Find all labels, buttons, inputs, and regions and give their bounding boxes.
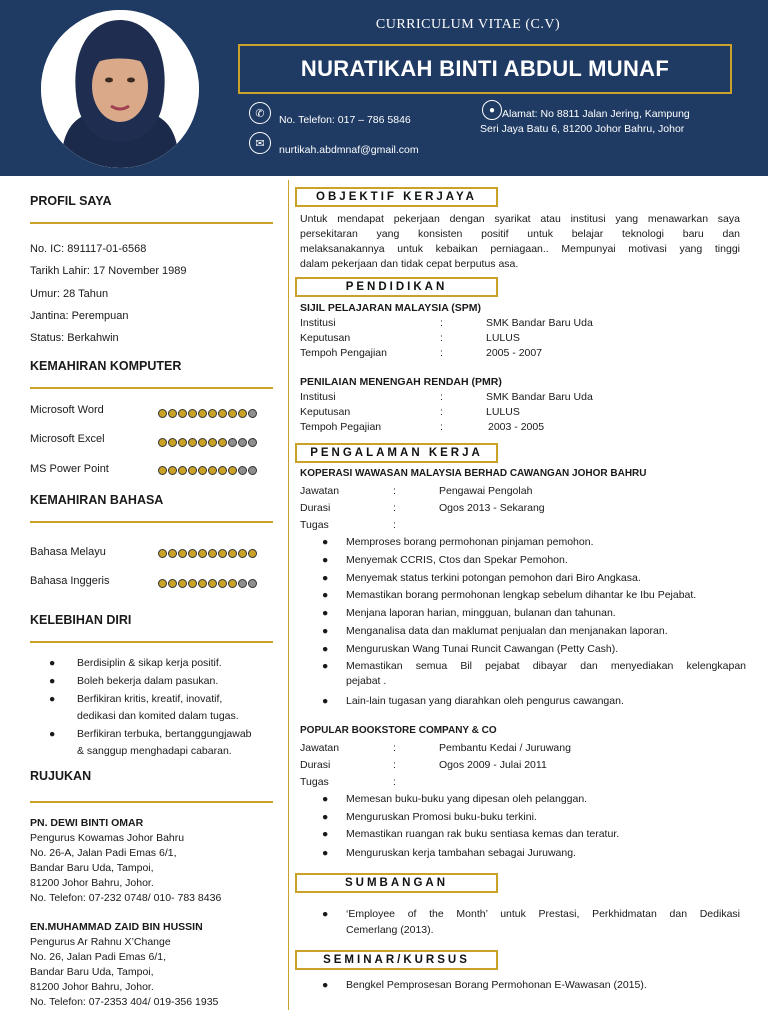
field-separator: : [393,485,396,497]
bullet-icon: ● [322,554,329,566]
job-field-label: Jawatan [300,742,340,754]
rujukan-line: No. Telefon: 07-232 0748/ 010- 783 8436 [30,892,222,904]
sumbangan-bullet: ● [322,908,329,920]
kelebihan-divider [30,641,273,643]
rujukan-line: Pengurus Ar Rahnu X’Change [30,936,171,948]
objektif-line: Untuk mendapat pekerjaan dengan syarikat atau institusi yang menawarkan saya [300,213,740,225]
job-task-item [322,642,746,657]
bullet-icon: ● [49,693,56,705]
profil-item: Status: Berkahwin [30,332,119,344]
pendidikan-field-label: Keputusan [300,332,351,344]
seminar-bullet: ● [322,979,329,991]
sumbangan-heading: SUMBANGAN [295,873,498,893]
bullet-icon: ● [322,536,329,548]
bullet-icon: ● [322,589,329,601]
skill-dot-filled [158,549,167,558]
kelebihan-heading: KELEBIHAN DIRI [30,613,132,627]
kelebihan-line: dedikasi dan komited dalam tugas. [77,710,239,722]
skill-dot-filled [238,549,247,558]
email-icon: ✉ [249,132,271,154]
pendidikan-field-value: LULUS [486,406,520,418]
skill-dot-filled [168,579,177,588]
skill-dot-filled [218,549,227,558]
skill-dot-filled [218,466,227,475]
pendidikan-title: SIJIL PELAJARAN MALAYSIA (SPM) [300,302,482,314]
header-banner [0,0,768,176]
komputer-divider [30,387,273,389]
job-task-item [322,659,746,689]
bullet-icon: ● [49,657,56,669]
bullet-icon: ● [322,811,329,823]
skill-dot-filled [208,466,217,475]
pendidikan-field-value: SMK Bandar Baru Uda [486,391,593,403]
skill-dot-filled [198,466,207,475]
job-task-item [322,846,746,861]
column-divider [288,180,289,1010]
pendidikan-field-value: LULUS [486,332,520,344]
skill-dot-filled [178,438,187,447]
email-address: nurtikah.abdmnaf@gmail.com [279,144,419,156]
rujukan-line: No. 26-A, Jalan Padi Emas 6/1, [30,847,177,859]
skill-label: Microsoft Excel [30,433,105,445]
skill-dot-filled [158,438,167,447]
skill-dot-filled [188,579,197,588]
skill-dot-filled [198,579,207,588]
job-task-line: Menjana laporan harian, mingguan, bulanan dan tahunan. [346,607,616,619]
skill-dot-filled [218,579,227,588]
field-separator: : [440,421,443,433]
job-field-label: Durasi [300,759,331,771]
skill-dot-filled [158,466,167,475]
skill-dot-filled [178,549,187,558]
pengalaman-heading: PENGALAMAN KERJA [295,443,498,463]
komputer-heading: KEMAHIRAN KOMPUTER [30,359,182,373]
job-task-line: Menguruskan Wang Tunai Runcit Cawangan (Petty Cash). [346,643,619,655]
skill-label: Bahasa Melayu [30,546,106,558]
skill-dot-filled [228,466,237,475]
bahasa-divider [30,521,273,523]
job-field-value: Ogos 2009 - Julai 2011 [439,759,547,771]
address-line-2: Seri Jaya Batu 6, 81200 Johor Bahru, Johor [480,123,685,135]
field-separator: : [393,502,396,514]
job-task-line: Menguruskan kerja tambahan sebagai Juruwang. [346,847,576,859]
skill-level-dots [158,579,257,588]
pendidikan-field-label: Tempoh Pengajian [300,347,387,359]
kelebihan-line: Berfikiran kritis, kreatif, inovatif, [77,693,223,705]
objektif-line: dalam pekerjaan dan tidak cepat berputus asa. [300,258,519,270]
job-task-line: Menyemak CCRIS, Ctos dan Spekar Pemohon. [346,554,568,566]
skill-dot-filled [208,409,217,418]
job-task-line: Menganalisa data dan maklumat penjualan dan menjanakan laporan. [346,625,668,637]
rujukan-heading: RUJUKAN [30,769,92,783]
skill-dot-filled [218,438,227,447]
rujukan-line: No. Telefon: 07-2353 404/ 019-356 1935 [30,996,219,1008]
skill-dot-filled [188,438,197,447]
kelebihan-line: Berdisiplin & sikap kerja positif. [77,657,222,669]
rujukan-line: Pengurus Kowamas Johor Bahru [30,832,185,844]
job-task-line: Lain-lain tugasan yang diarahkan oleh pengurus cawangan. [346,695,624,707]
field-separator: : [393,759,396,771]
bullet-icon: ● [322,625,329,637]
location-pin-icon: ● [482,100,502,120]
profil-divider [30,222,273,224]
pendidikan-field-value: 2005 - 2007 [486,347,543,359]
skill-level-dots [158,438,257,447]
skill-dot-filled [248,549,257,558]
profil-item: Tarikh Lahir: 17 November 1989 [30,265,187,277]
rujukan-name: PN. DEWI BINTI OMAR [30,817,144,829]
sumbangan-line-2: Cemerlang (2013). [346,924,434,936]
skill-dot-filled [228,579,237,588]
skill-dot-filled [198,409,207,418]
pendidikan-field-label: Keputusan [300,406,351,418]
objektif-line: melaksanakannya untuk kebaikan perniagaan.. Mempunyai motivasi yang tinggi [300,243,740,255]
skill-dot-empty [238,438,247,447]
job-field-label: Durasi [300,502,331,514]
skill-dot-filled [168,438,177,447]
skill-dot-filled [198,549,207,558]
bullet-icon: ● [322,643,329,655]
kelebihan-item [49,726,287,760]
job-task-line: Menyemak status terkini potongan pemohon dari Biro Angkasa. [346,572,641,584]
skill-dot-filled [208,579,217,588]
job-task-line: Memproses borang permohonan pinjaman pemohon. [346,536,594,548]
full-name: NURATIKAH BINTI ABDUL MUNAF [300,56,670,81]
skill-dot-filled [218,409,227,418]
profil-heading: PROFIL SAYA [30,194,112,208]
field-separator: : [440,406,443,418]
cv-title: CURRICULUM VITAE (C.V) [375,17,561,32]
skill-dot-empty [228,438,237,447]
skill-dot-empty [238,466,247,475]
job-field-label: Tugas [300,776,329,788]
bullet-icon: ● [322,828,329,840]
job-task-line: Memastikan ruangan rak buku sentiasa kemas dan teratur. [346,828,620,840]
skill-dot-filled [208,438,217,447]
job-task-item [322,553,746,568]
objektif-line: persekitaran yang konsisten positif untuk belajar teknologi baru dan [300,228,740,240]
bullet-icon: ● [322,695,329,707]
skill-dot-empty [248,409,257,418]
skill-dot-filled [178,409,187,418]
skill-label: MS Power Point [30,463,109,475]
job-field-value: Pembantu Kedai / Juruwang [439,742,571,754]
profil-item: No. IC: 891117-01-6568 [30,243,147,255]
rujukan-line: Bandar Baru Uda, Tampoi, [30,862,154,874]
kelebihan-item [49,673,287,690]
skill-level-dots [158,549,257,558]
sumbangan-line-1: ‘Employee of the Month’ untuk Prestasi, Perkhidmatan dan Dedikasi [346,908,740,920]
name-box [238,44,732,94]
job-task-item [322,694,746,709]
field-separator: : [440,317,443,329]
bullet-icon: ● [322,793,329,805]
skill-dot-filled [178,579,187,588]
bullet-icon: ● [322,847,329,859]
phone-number: No. Telefon: 017 – 786 5846 [279,114,411,126]
job-task-item [322,571,746,586]
job-task-item [322,588,746,603]
skill-dot-filled [168,466,177,475]
pendidikan-field-value: 2003 - 2005 [488,421,545,433]
rujukan-line: Bandar Baru Uda, Tampoi, [30,966,154,978]
skill-dot-filled [238,409,247,418]
pendidikan-heading: PENDIDIKAN [295,277,498,297]
skill-dot-filled [158,409,167,418]
profil-item: Jantina: Perempuan [30,310,129,322]
skill-level-dots [158,466,257,475]
bullet-icon: ● [322,572,329,584]
skill-dot-filled [178,466,187,475]
skill-dot-empty [248,579,257,588]
rujukan-line: 81200 Johor Bahru, Johor. [30,877,154,889]
skill-dot-filled [158,579,167,588]
rujukan-name: EN.MUHAMMAD ZAID BIN HUSSIN [30,921,203,933]
kelebihan-line: & sanggup menghadapi cabaran. [77,745,232,757]
skill-dot-empty [238,579,247,588]
job-field-value: Ogos 2013 - Sekarang [439,502,545,514]
field-separator: : [440,347,443,359]
kelebihan-line: Berfikiran terbuka, bertanggungjawab [77,728,252,740]
skill-dot-filled [208,549,217,558]
job-task-item [322,810,746,825]
field-separator: : [393,519,396,531]
seminar-heading: SEMINAR/KURSUS [295,950,498,970]
pendidikan-field-value: SMK Bandar Baru Uda [486,317,593,329]
job-task-item [322,624,746,639]
skill-dot-filled [228,409,237,418]
skill-dot-filled [188,466,197,475]
field-separator: : [440,332,443,344]
skill-label: Bahasa Inggeris [30,575,110,587]
skill-label: Microsoft Word [30,404,104,416]
job-task-item [322,792,746,807]
bullet-icon: ● [49,728,56,740]
job-task-line: Memastikan borang permohonan lengkap sebelum dihantar ke Ibu Pejabat. [346,589,697,601]
seminar-item: Bengkel Pemprosesan Borang Permohonan E-Wawasan (2015). [346,979,647,991]
profil-item: Umur: 28 Tahun [30,288,109,300]
skill-dot-filled [168,409,177,418]
job-task-line: Memastikan semua Bil pejabat dibayar dan menyediakan kelengkapan [346,660,746,672]
skill-dot-filled [228,549,237,558]
rujukan-divider [30,801,273,803]
skill-dot-filled [168,549,177,558]
bullet-icon: ● [49,675,56,687]
skill-dot-filled [188,549,197,558]
bahasa-heading: KEMAHIRAN BAHASA [30,493,164,507]
job-task-line: Menguruskan Promosi buku-buku terkini. [346,811,537,823]
profile-photo [41,10,199,168]
skill-dot-filled [198,438,207,447]
skill-level-dots [158,409,257,418]
rujukan-line: 81200 Johor Bahru, Johor. [30,981,154,993]
rujukan-line: No. 26, Jalan Padi Emas 6/1, [30,951,166,963]
skill-dot-empty [248,438,257,447]
kelebihan-item [49,655,287,672]
job-task-item [322,535,746,550]
job-company: KOPERASI WAWASAN MALAYSIA BERHAD CAWANGAN JOHOR BAHRU [300,468,647,479]
pendidikan-field-label: Institusi [300,391,336,403]
pendidikan-field-label: Tempoh Pegajian [300,421,382,433]
job-task-line: pejabat . [346,675,387,687]
job-task-line: Memesan buku-buku yang dipesan oleh pelanggan. [346,793,588,805]
job-field-label: Jawatan [300,485,340,497]
objektif-heading: OBJEKTIF KERJAYA [295,187,498,207]
skill-dot-filled [188,409,197,418]
kelebihan-item [49,691,287,725]
bullet-icon: ● [322,660,329,672]
job-task-item [322,606,746,621]
field-separator: : [440,391,443,403]
phone-icon: ✆ [249,102,271,124]
field-separator: : [393,776,396,788]
skill-dot-empty [248,466,257,475]
job-company: POPULAR BOOKSTORE COMPANY & CO [300,725,497,736]
job-field-label: Tugas [300,519,329,531]
pendidikan-title: PENILAIAN MENENGAH RENDAH (PMR) [300,376,502,388]
kelebihan-line: Boleh bekerja dalam pasukan. [77,675,219,687]
job-task-item [322,827,746,842]
pendidikan-field-label: Institusi [300,317,336,329]
address-line-1: Alamat: No 8811 Jalan Jering, Kampung [502,108,690,120]
bullet-icon: ● [322,607,329,619]
job-field-value: Pengawai Pengolah [439,485,533,497]
field-separator: : [393,742,396,754]
